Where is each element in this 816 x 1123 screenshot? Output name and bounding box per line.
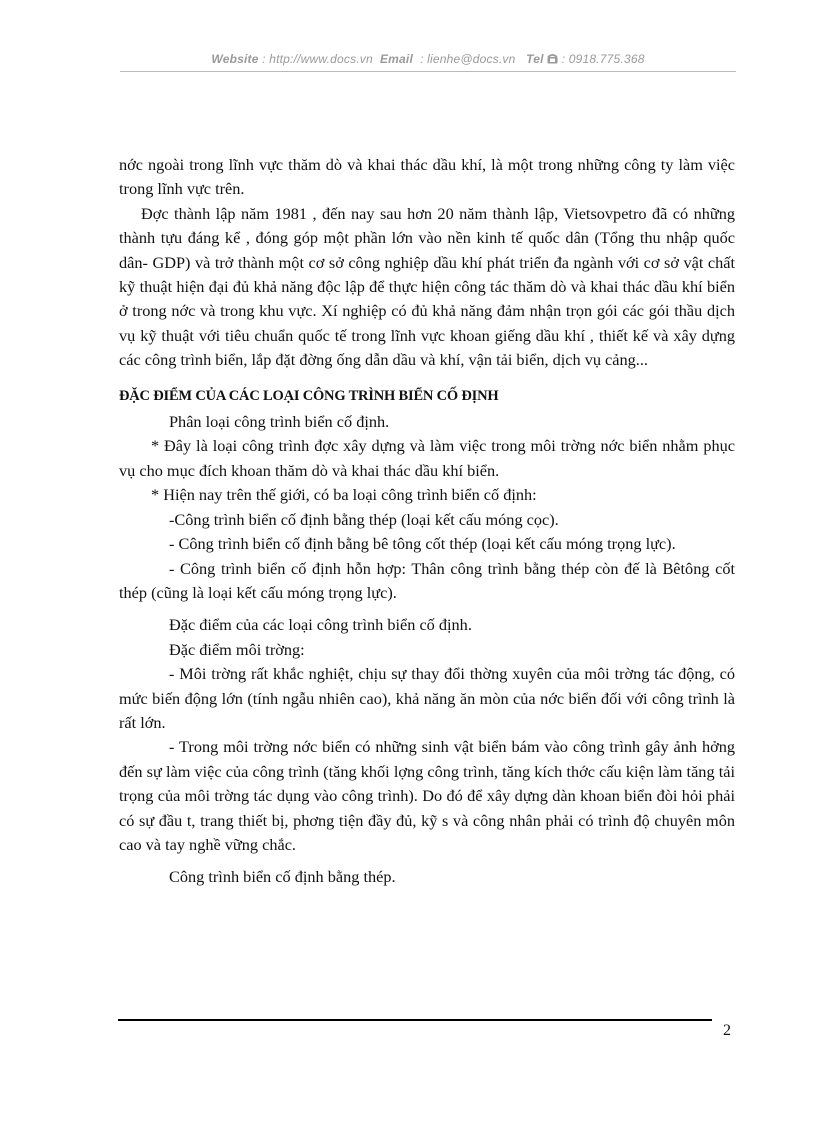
email-value: : lienhe@docs.vn xyxy=(420,52,516,66)
section-heading: ĐẶC ĐIỂM CỦA CÁC LOẠI CÔNG TRÌNH BIỂN CỐ ĐỊNH xyxy=(119,387,499,404)
tel-value: : 0918.775.368 xyxy=(561,52,645,66)
page-number: 2 xyxy=(723,1022,731,1039)
subheading: Công trình biển cố định bằng thép. xyxy=(169,867,396,887)
document-body xyxy=(119,153,735,890)
list-item: - Trong môi trờng nớc biển có những sinh vật biển bám vào công trình gây ảnh hởng đến sự làm việc của công trình (tăng khối lợng công trình, tăng kích thớc cấu kiện làm tăng tải trọng của môi trờng tác dụng vào công trình). Do đó để xây dựng dàn khoan biển đòi hỏi phải có sự đầu t, trang thiết bị, phơng tiện đầy đủ, kỹ s và công nhân phải có trình độ chuyên môn cao và tay nghề vững chắc. xyxy=(119,737,735,854)
website-value: : http://www.docs.vn xyxy=(262,52,373,66)
paragraph: Đợc thành lập năm 1981 , đến nay sau hơn 20 năm thành lập, Vietsovpetro đã có những thành tựu đáng kể , đóng góp một phần lớn vào nền kinh tế quốc dân (Tổng thu nhập quốc dân- GDP) và trở thành một cơ sở công nghiệp dầu khí phát triển đa ngành với cơ sở vật chất kỹ thuật hiện đại đủ khả năng độc lập để thực hiện công tác thăm dò và khai thác dầu khí biển ở trong nớc và trong khu vực. Xí nghiệp có đủ khả năng đảm nhận trọn gói các gói thầu dịch vụ kỹ thuật với tiêu chuẩn quốc tế trong lĩnh vực khoan giếng dầu khí , thiết kế và xây dựng các công trình biển, lắp đặt đờng ống dẫn dầu và khí, vận tải biển, dịch vụ cảng... xyxy=(119,203,735,370)
header-divider xyxy=(120,71,736,72)
paragraph: * Đây là loại công trình đợc xây dựng và làm việc trong môi trờng nớc biển nhằm phục vụ cho mục đích khoan thăm dò và khai thác dầu khí biển. xyxy=(119,436,735,480)
website-label: Website xyxy=(211,52,259,66)
subheading: Đặc điểm môi trờng: xyxy=(169,639,305,659)
list-item: -Công trình biển cố định bằng thép (loại kết cấu móng cọc). xyxy=(169,509,559,529)
footer-divider xyxy=(118,1019,712,1021)
phone-icon xyxy=(547,52,562,66)
subheading: Phân loại công trình biển cố định. xyxy=(169,412,390,432)
paragraph: * Hiện nay trên thế giới, có ba loại công trình biển cố định: xyxy=(151,485,537,505)
list-item: - Môi trờng rất khắc nghiệt, chịu sự thay đổi thờng xuyên của môi trờng tác động, có mức biến động lớn (tính ngẫu nhiên cao), khả năng ăn mòn của nớc biển đối với công trình là rất lớn. xyxy=(119,664,735,732)
page-header xyxy=(120,52,736,66)
list-item: - Công trình biển cố định hỗn hợp: Thân công trình bằng thép còn đế là Bêtông cốt thép (cũng là loại kết cấu móng trọng lực). xyxy=(119,558,735,602)
subheading: Đặc điểm của các loại công trình biển cố định. xyxy=(169,615,472,635)
paragraph: nớc ngoài trong lĩnh vực thăm dò và khai thác dầu khí, là một trong những công ty làm việc trong lĩnh vực trên. xyxy=(119,155,735,199)
email-label: Email xyxy=(379,52,413,66)
list-item: - Công trình biển cố định bằng bê tông cốt thép (loại kết cấu móng trọng lực). xyxy=(169,534,676,554)
tel-label: Tel xyxy=(526,52,544,66)
